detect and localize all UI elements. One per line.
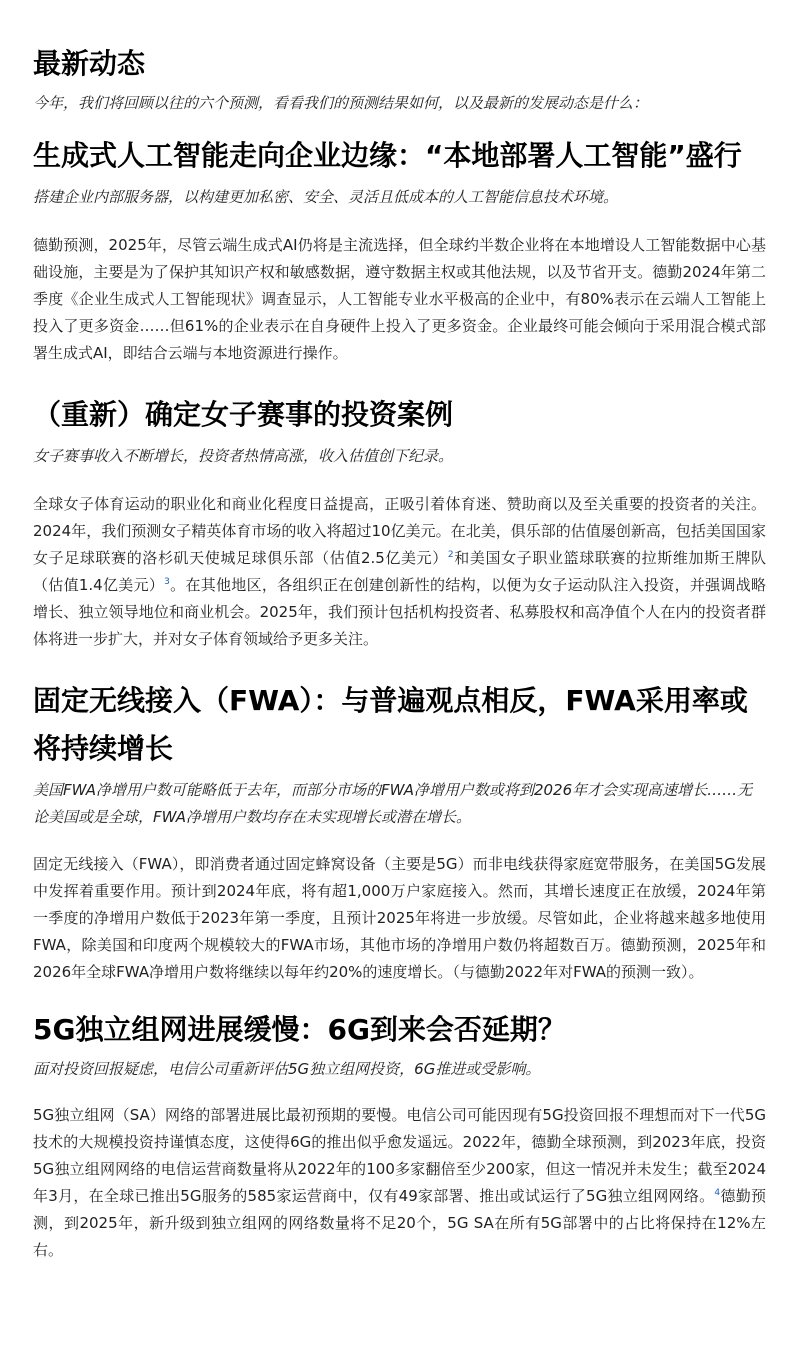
footnote-link[interactable]: 4 [714, 1188, 721, 1198]
page-title: 最新动态 [33, 47, 146, 80]
section-title: （重新）确定女子赛事的投资案例 [33, 398, 454, 431]
footnote-link[interactable]: 2 [447, 550, 454, 560]
section-lead: 女子赛事收入不断增长，投资者热情高涨，收入估值创下纪录。 [33, 447, 454, 465]
section-womens-sports [33, 395, 766, 653]
section-title: 生成式人工智能走向企业边缘：“本地部署人工智能”盛行 [33, 139, 742, 172]
section-body [33, 1102, 766, 1264]
section-fwa [33, 677, 766, 986]
section-5g-sa [33, 1010, 766, 1264]
body-text: 德勤预测，到2025年，新升级到独立组网的网络数量将不足20个，5G SA在所有5G部署中的占比将保持在12%左右。 [33, 1187, 766, 1259]
page-intro: 今年，我们将回顾以往的六个预测，看看我们的预测结果如何，以及最新的发展动态是什么： [33, 94, 649, 112]
body-text: 。在其他地区，各组织正在创建创新性的结构，以便为女子运动队注入投资，并强调战略增长、独立领导地位和商业机会。2025年，我们预计包括机构投资者、私募股权和高净值个人在内的投资者群体将进一步扩大，并对女子体育领域给予更多关注。 [33, 576, 766, 648]
body-text: 5G独立组网（SA）网络的部署进展比最初预期的要慢。电信公司可能因现有5G投资回报不理想而对下一代5G技术的大规模投资持谨慎态度，这使得6G的推出似乎愈发遥远。2022年，德勤全球预测，到2023年底，投资5G独立组网网络的电信运营商数量将从2022年的100多家翻倍至少200家，但这一情况并未发生；截至2024年3月，在全球已推出5G服务的585家运营商中，仅有49家部署、推出或试运行了5G独立组网网络。 [33, 1106, 766, 1205]
section-title: 固定无线接入（FWA）：与普遍观点相反，FWA采用率或将持续增长 [33, 684, 748, 765]
section-body [33, 491, 766, 653]
section-body: 德勤预测，2025年，尽管云端生成式AI仍将是主流选择，但全球约半数企业将在本地增设人工智能数据中心基础设施，主要是为了保护其知识产权和敏感数据，遵守数据主权或其他法规，以及节省开支。德勤2024年第二季度《企业生成式人工智能现状》调查显示，人工智能专业水平极高的企业中，有80%表示在云端人工智能上投入了更多资金……但61%的企业表示在自身硬件上投入了更多资金。企业最终可能会倾向于采用混合模式部署生成式AI，即结合云端与本地资源进行操作。 [33, 236, 766, 362]
section-lead: 面对投资回报疑虑，电信公司重新评估5G独立组网投资，6G推进或受影响。 [33, 1060, 541, 1078]
section-title: 5G独立组网进展缓慢：6G到来会否延期？ [33, 1013, 566, 1046]
body-text: 和美国女子职业篮球联赛的拉斯维加斯王牌队（估值1.4亿美元） [33, 549, 766, 594]
section-lead: 美国FWA净增用户数可能略低于去年，而部分市场的FWA净增用户数或将到2026年才会实现高速增长……无论美国或是全球，FWA净增用户数均存在未实现增长或潜在增长。 [33, 781, 753, 826]
section-lead: 搭建企业内部服务器，以构建更加私密、安全、灵活且低成本的人工智能信息技术环境。 [33, 188, 619, 206]
footnote-link[interactable]: 3 [164, 577, 170, 587]
section-body: 固定无线接入（FWA），即消费者通过固定蜂窝设备（主要是5G）而非电线获得家庭宽带服务，在美国5G发展中发挥着重要作用。预计到2024年底，将有超1,000万户家庭接入。然而，其增长速度正在放缓，2024年第一季度的净增用户数低于2023年第一季度，且预计2025年将进一步放缓。尽管如此，企业将越来越多地使用FWA，除美国和印度两个规模较大的FWA市场，其他市场的净增用户数仍将超数百万。德勤预测，2025年和2026年全球FWA净增用户数将继续以每年约20%的速度增长。（与德勤2022年对FWA的预测一致）。 [33, 855, 766, 981]
section-genai-on-prem [33, 136, 766, 367]
body-text: 全球女子体育运动的职业化和商业化程度日益提高，正吸引着体育迷、赞助商以及至关重要的投资者的关注。2024年，我们预测女子精英体育市场的收入将超过10亿美元。在北美，俱乐部的估值屡创新高，包括美国国家女子足球联赛的洛杉矶天使城足球俱乐部（估值2.5亿美元） [33, 495, 766, 567]
